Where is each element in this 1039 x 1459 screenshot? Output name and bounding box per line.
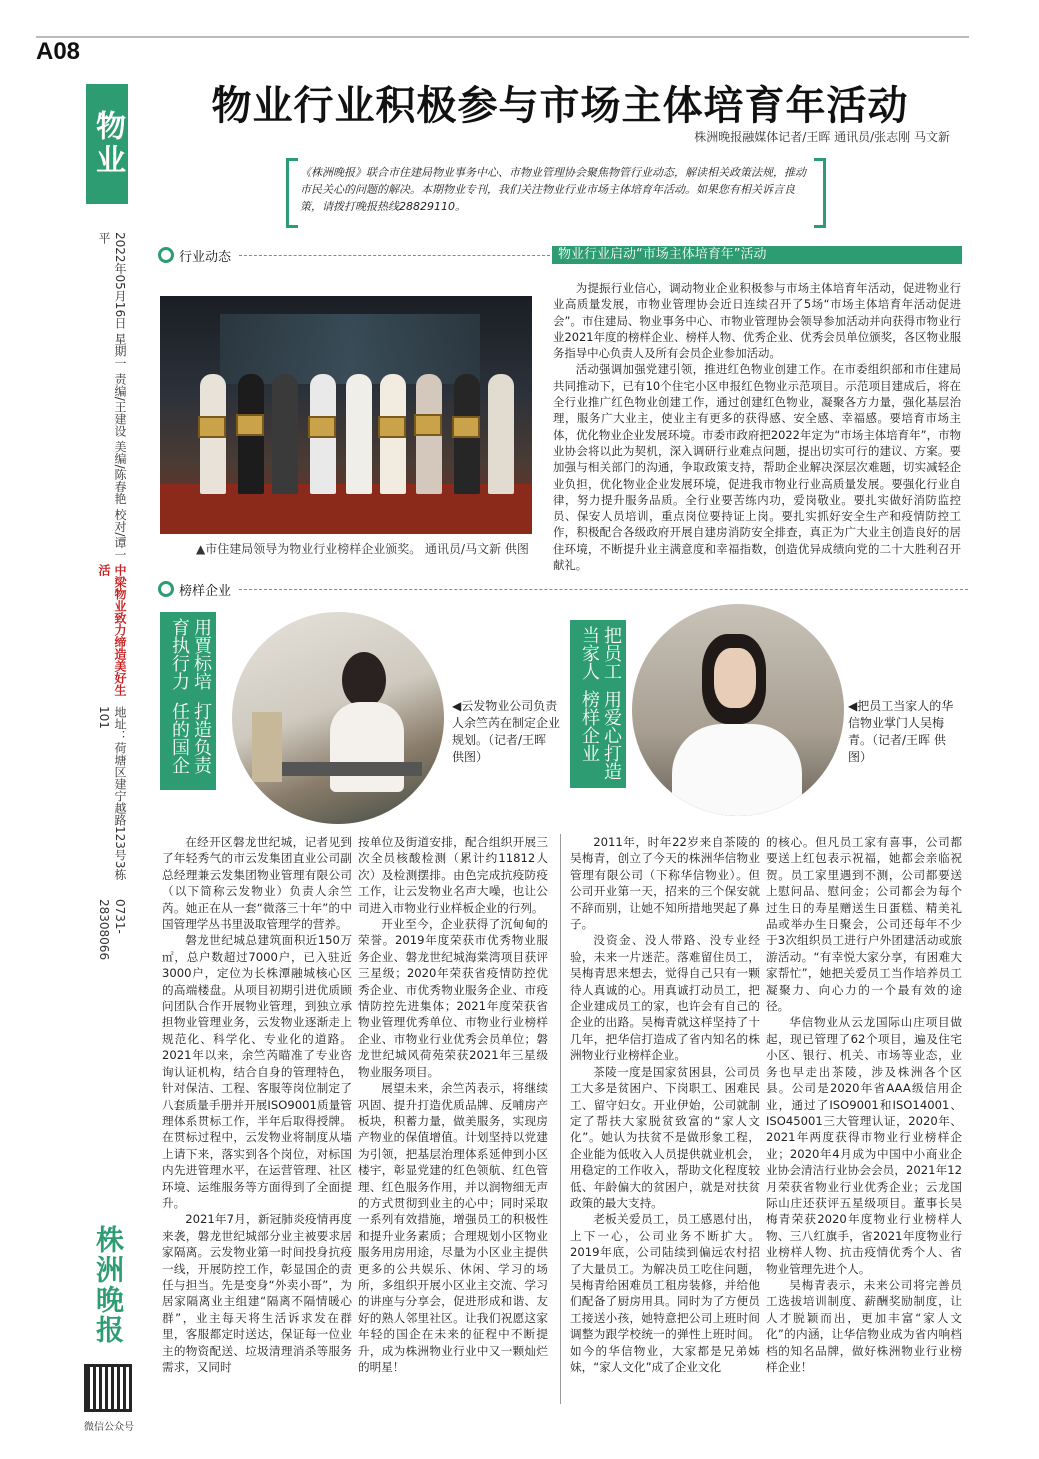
column-paragraph: 茶陵一度是国家贫困县，公司员工大多是贫困户、下岗职工、困难民工、留守妇女。开业伊始，公司就制定了帮扶大家脱贫致富的“家人文化”。她认为扶贫不是做形象工程，企业能为低收入人员提供就业机会，用稳定的工作收入，帮助文化程度较低、年龄偏大的贫困户，就是对扶贫政策的最大支持。 — [570, 1064, 760, 1210]
side-date: 2022年05月16日 星期一 责编/王建设 美编/陈春艳 校对/谭一平 — [97, 232, 127, 561]
feature-column-1 — [162, 834, 352, 1375]
column-paragraph: 华信物业从云龙国际山庄项目做起，现已管理了62个项目，遍及住宅小区、银行、机关、市场等业态，业务也早走出茶陵，涉及株洲各个区县。公司是2020年省AAA级信用企业，通过了ISO9001和ISO14001、ISO45001三大管理认证，2020年、2021年两度获得市物业行业榜样企业；2020年4月成为中国中小商业企业协会清洁行业协会会员，2021年12月荣获省物业行业优秀企业；云龙国际山庄还获评五星级项目。董事长吴梅青荣获2020年度物业行业榜样人物、三八红旗手，省2021年度物业行业榜样人物、抗击疫情优秀个人、省物业管理先进个人。 — [766, 1015, 962, 1276]
column-paragraph: 吴梅青表示，未来公司将完善员工选拔培训制度、薪酬奖励制度，让人才脱颖而出，更加丰富“家人文化”的内涵，让华信物业成为省内响档档的知名品牌，做好株洲物业行业榜样企业！ — [766, 1277, 962, 1374]
feature-column-4 — [766, 834, 962, 1375]
section-industry-label: 行业动态 — [179, 249, 232, 265]
left-feature-photo — [232, 612, 444, 824]
headline: 物业行业积极参与市场主体培育年活动 — [211, 82, 909, 129]
right-feature-photo — [632, 604, 844, 816]
column-paragraph: 的核心。但凡员工家有喜事，公司都要送上红包表示祝福，她都会亲临祝贺。员工家里遇到不测，公司都要送上慰问品、慰问金；公司都会为每个过生日的寿星赠送生日蛋糕、精美礼品或举办生日聚会，公司还每年不少于3次组织员工进行户外团建活动或旅游活动。“有幸悦大家分享，有困难大家帮忙”，她把关爱员工当作培养员工凝聚力、向心力的一个最有效的途径。 — [766, 835, 962, 1014]
column-paragraph: 2011年，时年22岁来自茶陵的吴梅青，创立了今天的株洲华信物业管理有限公司（下称华信物业）。但公司开业第一天，招来的三个保安就不辞而别，让她不知所措地哭起了鼻子。 — [570, 835, 760, 932]
intro-bracket-right — [814, 158, 826, 228]
section-tab: 物业 — [86, 84, 128, 204]
column-paragraph: 在经开区磐龙世纪城，记者见到了年轻秀气的市云发集团直业公司副总经理兼云发集团物业管理有限公司（以下简称云发物业）负责人余竺芮。她正在从一套“微落三十年”的中国管理学丛书里汲取管理学的营养。 — [162, 835, 352, 932]
article1-paragraph: 活动强调加强党建引领，推进红色物业创建工作。在市委组织部和市住建局共同推动下，已有10个住宅小区申报红色物业示范项目。示范项目建成后，将在全行业推广红色物业创建工作，通过创建红色物业，凝聚各方力量，强化基层治理，服务广大业主，使业主有更多的获得感、安全感、幸福感。要培育市场主体，优化物业企业发展环境。市委市政府把2022年定为“市场主体培育年”，市物业协会将以此为契机，深入调研行业难点问题，提出切实可行的建议、方案。要加强与相关部门的沟通，争取政策支持，帮助企业解决深层次难题，切实减轻企业负担，优化物业企业发展环境，促进我市物业行业高质量发展。要强化行业自律，努力提升服务品质。全行业要苦练内功，爱岗敬业。要扎实做好消防监控员、保安人员培训，重点岗位要持证上岗。要扎实抓好安全生产和疫情防控工作，积极配合各级政府开展自建房消防安全排查，真正为广大业主创造良好的居住环境，不断提升业主满意度和幸福指数，创造优异成绩向党的二十大胜利召开献礼。 — [553, 362, 961, 573]
column-paragraph: 磐龙世纪城总建筑面积近150万㎡，总户数超过7000户，已入驻近3000户，定位为长株潭融城核心区的高端楼盘。从项目初期引进优质顾问团队合作开展物业管理，到独立承担物业管理业务，云发物业逐渐走上规范化、科学化、专业化的道路。2021年以来，余竺芮瞄准了专业咨询认证机构，结合自身的管理特色，针对保洁、工程、客服等岗位制定了八套质量手册并开展ISO9001质量管理体系贯标工作，半年后取得授牌。在贯标过程中，云发物业将制度从墙上请下来，落实到各个岗位，对标国内先进管理水平，在运营管理、社区环境、运维服务等方面得到了全面提升。 — [162, 933, 352, 1210]
feature-column-3 — [570, 834, 760, 1375]
intro-text: 《株洲晚报》联合市住建局物业事务中心、市物业管理协会聚焦物管行业动态，解读相关政策法规，推动市民关心的问题的解决。本期物业专刊，我们关注物业行业市场主体培育年活动。如果您有相关诉言良策，请拨打晚报热线28829110。 — [300, 166, 806, 213]
column-paragraph: 展望未来，余竺芮表示，将继续巩固、提升打造优质品牌、反哺房产板块，积蓄力量，做美服务，实现房产物业的保值增值。计划坚持以党建为引领，把基层治理体系延伸到小区楼宇，彰显党建的红色领航、红色管理、红色服务作用，并以润物细无声的方式贯彻到业主的心中；同时采取一系列有效措施，增强员工的积极性和提升业务素质；合理规划小区物业服务用房用途，尽量为小区业主提供更多的公共娱乐、休闲、学习的场所，多组织开展小区业主交流、学习的讲座与分享会，促进形成和谐、友好的熟人邻里社区。让我们祝愿这家年轻的国企在未来的征程中不断提升，成为株洲物业行业中又一颗灿烂的明星！ — [358, 1081, 548, 1374]
column-paragraph: 没资金、没人带路、没专业经验，未来一片迷茫。落难留住员工，吴梅青思来想去，觉得自己只有一颗待人真诚的心。用真诚打动员工，把企业建成员工的家，也许会有自己的企业的出路。吴梅青就这样坚持了十几年，把华信打造成了省内知名的株洲物业行业榜样企业。 — [570, 933, 760, 1063]
award-photo — [160, 296, 532, 534]
side-slogan: 中梁物业致力缔造美好生活 — [97, 564, 127, 697]
header-rule — [36, 36, 969, 38]
section-dot-icon — [158, 247, 174, 263]
section-dashed-line — [239, 255, 550, 256]
article1-body — [553, 280, 961, 573]
left-title-line2: 用賈标培育执行力 — [169, 618, 212, 690]
article1-paragraph: 为提振行业信心，调动物业企业积极参与市场主体培育年活动，促进物业行业高质量发展，市物业管理协会近日连续召开了5场“市场主体培育年活动促进会”。市住建局、物业事务中心、市物业管理协会领导参加活动并向获得市物业行业2021年度的榜样企业、榜样人物、优秀企业、优秀会员单位颁奖，各区物业服务指导中心负责人及所有会员企业参加活动。 — [553, 281, 961, 361]
newspaper-logo: 株洲晚报 — [92, 1225, 125, 1345]
column-paragraph: 按单位及街道安排，配合组织开展三次全员核酸检测（累计约11812人次）及检测摆排。由色完成抗疫防疫工作，让云发物业名声大噪，也让公司进入市物业行业样板企业的行列。 — [358, 835, 548, 915]
photo1-caption: ▲市住建局领导为物业行业榜样企业颁奖。 通讯员/马文新 供图 — [196, 542, 529, 556]
byline: 株洲晚报融媒体记者/王晖 通讯员/张志刚 马文新 — [694, 130, 950, 144]
feature-column-2 — [358, 834, 548, 1375]
side-phone: 0731-28308066 — [97, 898, 127, 961]
intro-bracket-left — [286, 158, 298, 228]
left-feature-title — [160, 612, 216, 790]
column-paragraph: 2021年7月，新冠肺炎疫情再度来袭，磐龙世纪城部分业主被要求居家隔离。云发物业第一时间投身抗疫一线，开展防控工作，彰显国企的责任与担当。先是变身“外卖小哥”，为居家隔离业主组建“隔离不隔情暖心群”，业主每天将生活诉求发在群里，客服都定时送达，保证每一位业主的物资配送、垃圾清理消杀等服务需求，又同时 — [162, 1212, 352, 1374]
article1-banner: 物业行业启动“市场主体培育年”活动 — [552, 246, 962, 264]
column-paragraph: 开业至今，企业获得了沉甸甸的荣誉。2019年度荣获市优秀物业服务企业、磐龙世纪城海棠湾项目获评三星级；2020年荣获省疫情防控优秀企业、市优秀物业服务企业、市疫情防控先进集体；2021年度荣获省物业管理优秀单位、市物业行业榜样企业、市物业行业优秀会员单位；磐龙世纪城风荷苑荣获2021年三星级物业服务项目。 — [358, 917, 548, 1079]
qr-code-icon — [84, 1364, 132, 1412]
right-feature-caption: ◀把员工当家人的华信物业掌门人吴梅青。（记者/王晖 供图） — [848, 699, 954, 764]
section-dot-icon — [158, 581, 174, 597]
right-feature-title — [570, 620, 626, 788]
section-industry-header — [158, 244, 550, 266]
column-paragraph: 老板关爱员工，员工感恩付出，上下一心，公司业务不断扩大。2019年底，公司陆续到偏远农村招了大量员工。为解决员工吃住问题，吴梅青给困难员工租房装修，并给他们配备了厨房用具。同时为了方便员工接送小孩，她特意把公司上班时间调整为跟学校统一的弹性上班时间。如今的华信物业，大家都是兄弟姊妹，“家人文化”成了企业文化 — [570, 1212, 760, 1374]
intro-box — [286, 158, 826, 228]
page-number: A08 — [36, 38, 81, 65]
left-feature-caption: ◀云发物业公司负责人余竺芮在制定企业规划。（记者/王晖 供图） — [452, 699, 561, 764]
section-model-label: 榜样企业 — [179, 583, 232, 599]
section-dashed-line — [239, 589, 968, 590]
right-title-line2: 把员工当家人 — [579, 626, 622, 680]
qr-label: 微信公众号 — [84, 1422, 134, 1433]
side-address: 地址：荷塘区建宁越路123号3栋101 — [97, 705, 127, 881]
side-info — [88, 212, 128, 992]
left-title-line1: 打造负责任的国企 — [169, 702, 212, 774]
column-divider — [560, 834, 561, 1404]
section-model-header — [158, 578, 968, 600]
right-title-line1: 用爱心打造榜样企业 — [579, 689, 622, 780]
